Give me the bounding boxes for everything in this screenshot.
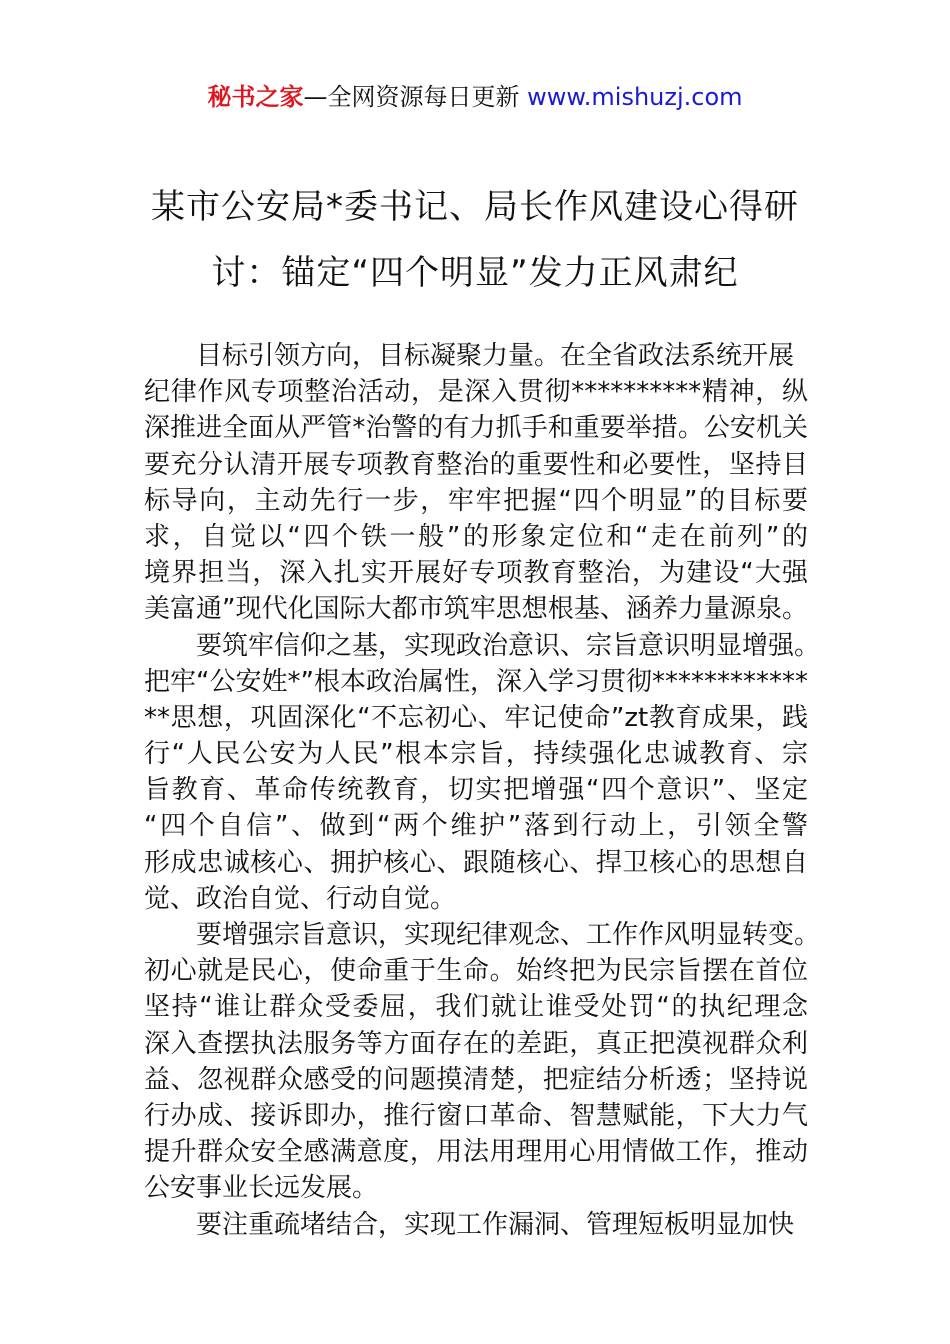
body-line: “四个自信”、做到“两个维护”落到行动上，引领全警 — [144, 811, 808, 842]
document-body — [144, 338, 821, 1243]
body-line: 初心就是民心，使命重于生命。始终把为民宗旨摆在首位 — [144, 956, 808, 987]
body-line: 把牢“公安姓*”根本政治属性，深入学习贯彻************ — [144, 666, 808, 697]
site-url-link[interactable]: www.mishuzj.com — [527, 83, 743, 111]
body-line: 要充分认清开展专项教育整治的重要性和必要性，坚持目 — [144, 449, 808, 480]
title-line-1: 某市公安局*委书记、局长作风建设心得研 — [151, 187, 799, 227]
header-tagline: 全网资源每日更新 — [327, 83, 520, 111]
body-line: **思想，巩固深化“不忘初心、牢记使命”zt教育成果，践 — [144, 702, 808, 733]
body-line: 要注重疏堵结合，实现工作漏洞、管理短板明显加快 — [196, 1209, 795, 1240]
document-title — [0, 174, 950, 306]
body-line: 行“人民公安为人民”根本宗旨，持续强化忠诚教育、宗 — [144, 739, 808, 770]
brand-name: 秘书之家 — [207, 83, 304, 111]
body-line: 行办成、接诉即办，推行窗口革命、智慧赋能，下大力气 — [144, 1100, 808, 1131]
body-line: 公安事业长远发展。 — [144, 1173, 379, 1204]
header-separator: — — [303, 83, 328, 111]
body-line: 觉、政治自觉、行动自觉。 — [144, 883, 457, 914]
body-line: 要增强宗旨意识，实现纪律观念、工作作风明显转变。 — [196, 920, 821, 950]
body-line: 求，自觉以“四个铁一般”的形象定位和“走在前列”的 — [144, 521, 808, 552]
body-line: 要筑牢信仰之基，实现政治意识、宗旨意识明显增强。 — [196, 630, 821, 661]
body-line: 境界担当，深入扎实开展好专项教育整治，为建设“大强 — [144, 558, 808, 589]
body-line: 形成忠诚核心、拥护核心、跟随核心、捍卫核心的思想自 — [144, 847, 808, 878]
body-line: 深入查摆执法服务等方面存在的差距，真正把漠视群众利 — [144, 1028, 808, 1059]
body-line: 益、忽视群众感受的问题摸清楚，把症结分析透；坚持说 — [144, 1064, 808, 1095]
body-line: 纪律作风专项整治活动，是深入贯彻**********精神，纵 — [144, 377, 808, 408]
body-line: 旨教育、革命传统教育，切实把增强“四个意识”、坚定 — [144, 775, 808, 806]
body-line: 提升群众安全感满意度，用法用理用心用情做工作，推动 — [144, 1137, 808, 1168]
body-line: 深推进全面从严管*治警的有力抓手和重要举措。公安机关 — [144, 413, 808, 444]
body-line: 坚持“谁让群众受委屈，我们就让谁受处罚“的执纪理念 — [144, 992, 808, 1023]
body-line: 目标引领方向，目标凝聚力量。在全省政法系统开展 — [196, 341, 795, 371]
body-line: 标导向，主动先行一步，牢牢把握“四个明显”的目标要 — [144, 485, 808, 516]
body-line: 美富通”现代化国际大都市筑牢思想根基、涵养力量源泉。 — [144, 594, 808, 625]
title-line-2: 讨：锚定“四个明显”发力正风肃纪 — [211, 253, 739, 293]
site-header — [0, 80, 950, 114]
